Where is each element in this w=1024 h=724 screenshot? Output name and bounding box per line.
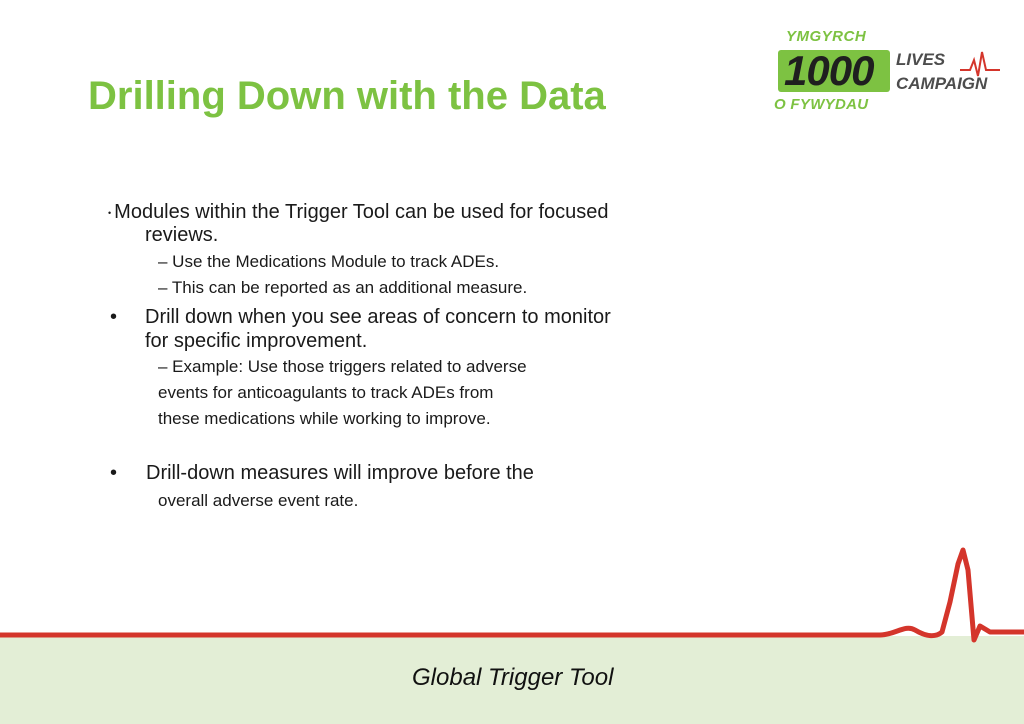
bullet-1-sub-1: – Use the Medications Module to track ADEs. — [158, 252, 500, 271]
bullet-3-line-1: Drill-down measures will improve before the — [146, 462, 534, 484]
logo-word-lives: LIVES — [896, 50, 946, 69]
bullet-1-line-1 — [108, 201, 609, 224]
bullet-1-text: Modules within the Trigger Tool can be used for focused — [114, 201, 609, 223]
bullet-3-marker: • — [110, 462, 118, 484]
footer-text: Global Trigger Tool — [412, 664, 614, 691]
bullet-2-sub-3: these medications while working to improve. — [158, 409, 491, 428]
slide-title: Drilling Down with the Data — [88, 74, 606, 118]
bullet-2-sub-2: events for anticoagulants to track ADEs from — [158, 383, 494, 402]
bullet-2-marker: • — [110, 306, 118, 328]
bullet-2-line-1: Drill down when you see areas of concern to monitor — [145, 306, 611, 328]
bullet-1-line-2: reviews. — [145, 224, 219, 246]
ekg-line-icon — [0, 540, 1024, 660]
bullet-3-line-2: overall adverse event rate. — [158, 491, 359, 510]
logo-word-campaign: CAMPAIGN — [896, 74, 988, 93]
logo-top-text: YMGYRCH — [786, 28, 867, 45]
bullet-2-line-2: for specific improvement. — [145, 330, 368, 352]
logo-bottom-text: O FYWYDAU — [774, 96, 869, 113]
bullet-2-sub-1: – Example: Use those triggers related to adverse — [158, 357, 527, 376]
bullet-1-sub-2: – This can be reported as an additional measure. — [158, 278, 528, 297]
bullet-1-marker: • — [108, 207, 112, 218]
logo-number: 1000 — [784, 47, 874, 94]
